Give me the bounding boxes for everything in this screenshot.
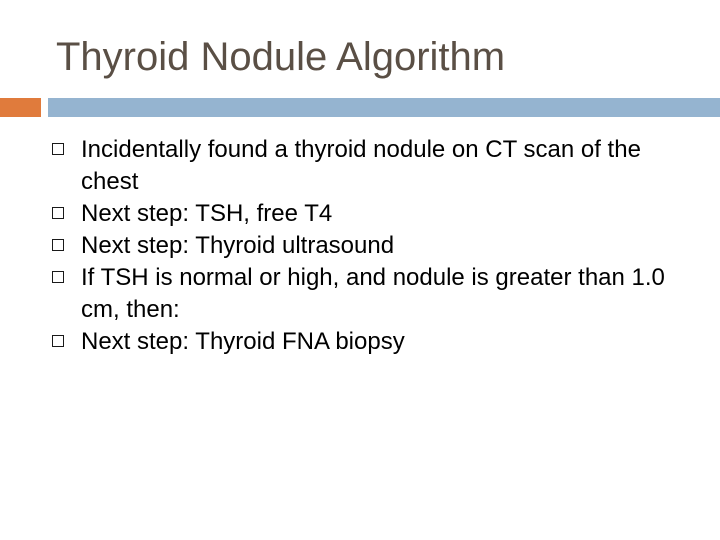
square-outline-icon: [52, 143, 64, 155]
slide-title: Thyroid Nodule Algorithm: [56, 35, 506, 79]
bullet-item: [50, 134, 690, 198]
bullet-item: [50, 326, 690, 358]
bullet-text: Next step: TSH, free T4: [81, 200, 333, 227]
bullet-text: If TSH is normal or high, and nodule is greater than 1.0 cm, then:: [81, 264, 665, 323]
bullet-item: [50, 198, 690, 230]
square-outline-icon: [52, 335, 64, 347]
bullet-item: [50, 262, 690, 326]
square-outline-icon: [52, 239, 64, 251]
bullet-list: [50, 134, 690, 358]
bullet-text: Incidentally found a thyroid nodule on CT scan of the chest: [81, 136, 641, 195]
title-accent-bar: [0, 98, 41, 117]
square-outline-icon: [52, 207, 64, 219]
bullet-text: Next step: Thyroid FNA biopsy: [81, 328, 405, 355]
title-divider-bar: [48, 98, 720, 117]
bullet-item: [50, 230, 690, 262]
square-outline-icon: [52, 271, 64, 283]
bullet-text: Next step: Thyroid ultrasound: [81, 232, 395, 259]
